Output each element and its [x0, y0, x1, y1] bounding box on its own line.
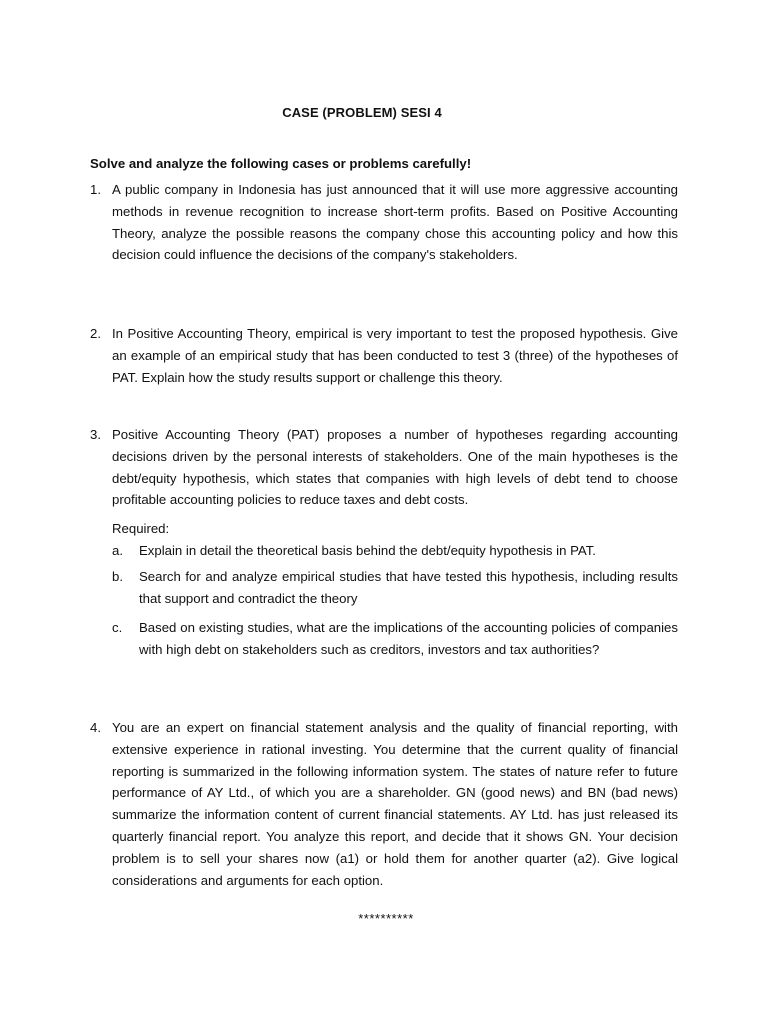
question-number: 1. [90, 182, 101, 197]
subitem-letter: c. [112, 620, 123, 635]
question-number: 3. [90, 427, 101, 442]
subitem-letter: a. [112, 543, 123, 558]
question-text: Positive Accounting Theory (PAT) proposes a number of hypotheses regarding accounting decisions driven by the personal interests of stakeholders. One of the main hypotheses is the debt/equity hypothesis, which states that companies with high levels of debt tend to choose profitable accounting policies to reduce taxes and debt costs. [112, 427, 678, 508]
page-title: CASE (PROBLEM) SESI 4 [282, 105, 442, 120]
subitem-text: Based on existing studies, what are the implications of the accounting policies of companies with high debt on stakeholders such as creditors, investors and tax authorities? [139, 620, 678, 657]
question-number: 4. [90, 720, 101, 735]
question-4 [90, 717, 678, 891]
end-marker: ********** [358, 911, 414, 926]
question-text: A public company in Indonesia has just announced that it will use more aggressive accounting methods in revenue recognition to increase short-term profits. Based on Positive Accounting Theory, analyze the possible reasons the company chose this accounting policy and how this decision could influence the decisions of the company's stakeholders. [112, 182, 678, 263]
question-text: In Positive Accounting Theory, empirical is very important to test the proposed hypothesis. Give an example of an empirical study that has been conducted to test 3 (three) of the hypotheses of PAT. Explain how the study results support or challenge this theory. [112, 326, 678, 385]
subitem-letter: b. [112, 569, 123, 584]
subitem-text: Search for and analyze empirical studies that have tested this hypothesis, including results that support and contradict the theory [139, 569, 678, 606]
question-1 [90, 179, 678, 266]
subitem-b [112, 566, 678, 610]
subitem-a [112, 540, 678, 562]
question-text: You are an expert on financial statement analysis and the quality of financial reporting, with extensive experience in rational investing. You determine that the current quality of financial reporting is summarized in the following information system. The states of nature refer to future performance of AY Ltd., of which you are a shareholder. GN (good news) and BN (bad news) summarize the information content of current financial statements. AY Ltd. has just released its quarterly financial report. You analyze this report, and decide that it shows GN. Your decision problem is to sell your shares now (a1) or hold them for another quarter (a2). Give logical considerations and arguments for each option. [112, 720, 678, 888]
subitem-c [112, 617, 678, 661]
question-2 [90, 323, 678, 388]
question-number: 2. [90, 326, 101, 341]
required-label: Required: [112, 521, 170, 536]
subitem-text: Explain in detail the theoretical basis behind the debt/equity hypothesis in PAT. [139, 543, 596, 558]
question-3 [90, 424, 678, 511]
instruction-text: Solve and analyze the following cases or problems carefully! [90, 156, 472, 171]
